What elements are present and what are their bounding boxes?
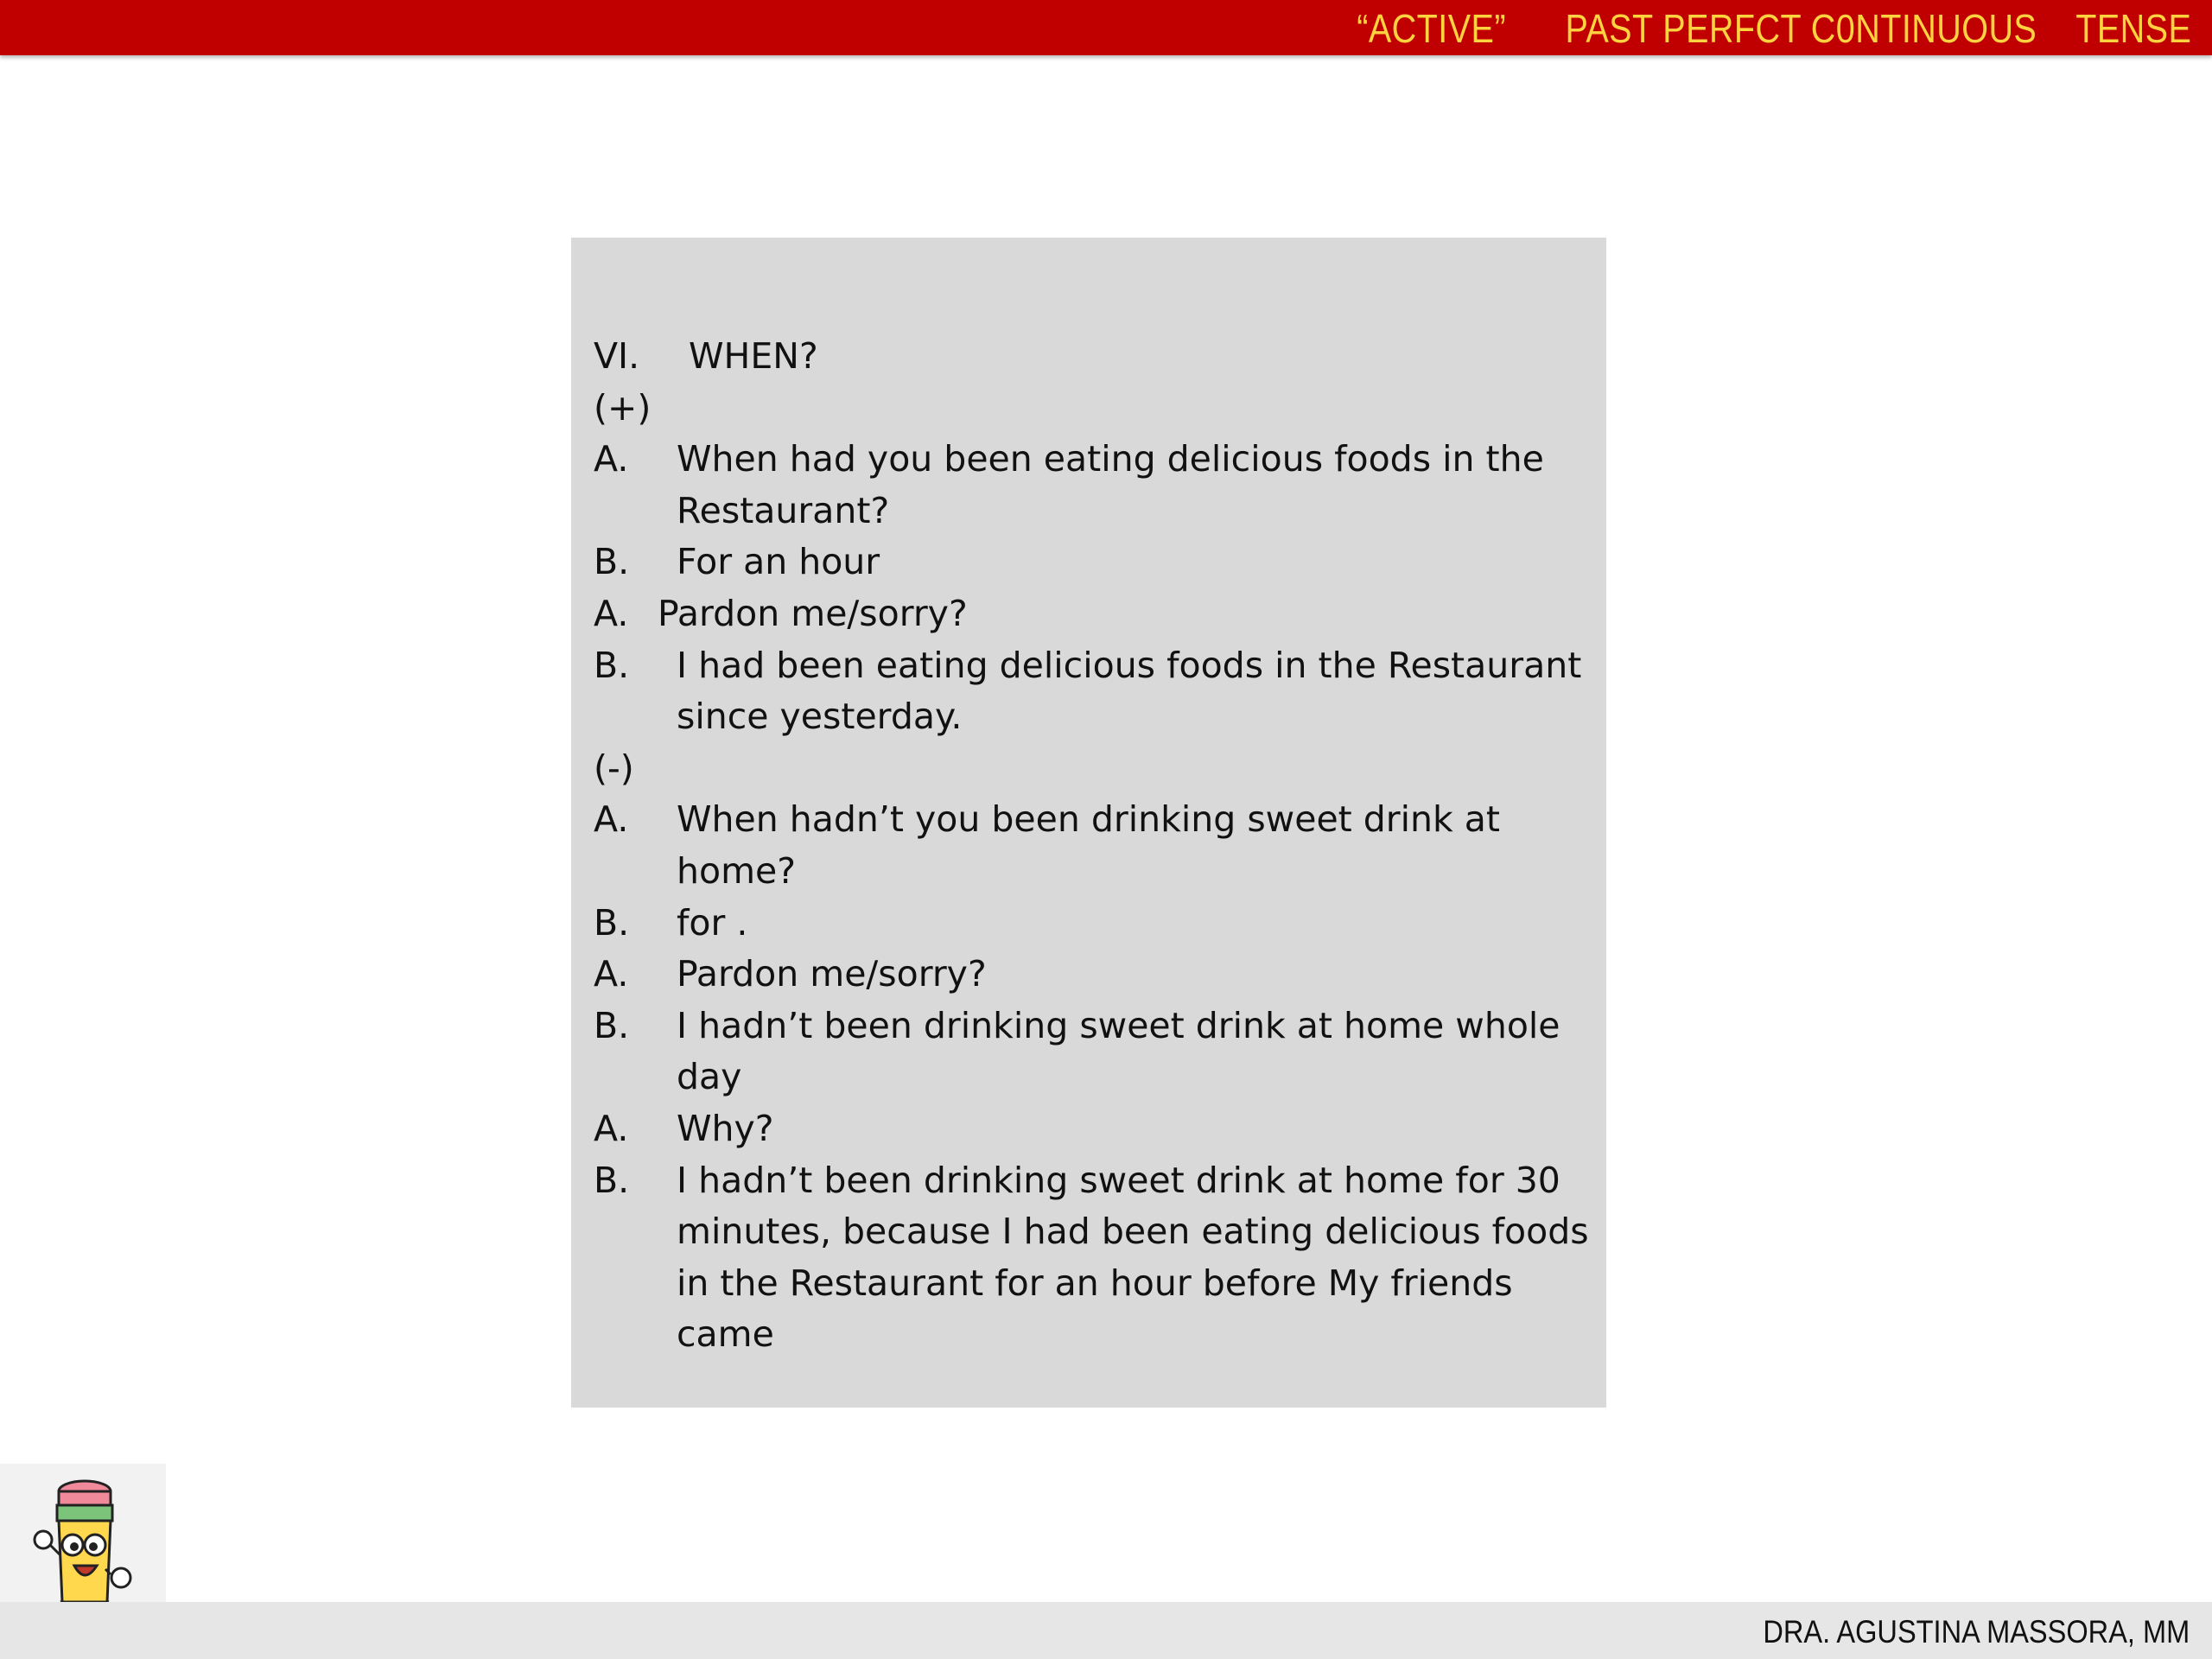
section-number: VI. xyxy=(594,335,640,377)
dialogue-line xyxy=(594,949,1596,1001)
dialogue-line xyxy=(594,1001,1596,1052)
dialogue-line xyxy=(594,1103,1596,1155)
positive-marker: (+) xyxy=(594,386,652,429)
dialogue-line xyxy=(594,537,1596,588)
dialogue-continuation: in the Restaurant for an hour before My friends xyxy=(677,1262,1513,1304)
speaker-label: A. xyxy=(594,1107,629,1149)
speaker-label: A. xyxy=(594,798,629,841)
dialogue-text-line: I had been eating delicious foods in the Restaurant xyxy=(677,644,1582,686)
dialogue-text-line: When hadn’t you been drinking sweet drink at xyxy=(677,798,1501,841)
dialogue-text-line: For an hour xyxy=(677,541,880,583)
dialogue-line xyxy=(594,434,1596,486)
negative-marker: (-) xyxy=(594,747,634,789)
dialogue-line xyxy=(594,794,1596,846)
speaker-label: B. xyxy=(594,644,630,686)
dialogue-text xyxy=(594,331,1596,1361)
dialogue-continuation: home? xyxy=(677,849,796,892)
dialogue-continuation: day xyxy=(677,1056,742,1098)
dialogue-line xyxy=(594,588,1596,640)
dialogue-line xyxy=(594,1155,1596,1207)
dialogue-continuation: came xyxy=(677,1313,774,1356)
dialogue-continuation: since yesterday. xyxy=(677,696,963,738)
speaker-label: B. xyxy=(594,901,630,944)
header-bar xyxy=(0,0,2212,55)
dialogue-line xyxy=(594,640,1596,692)
dialogue-text-line: for . xyxy=(677,901,748,944)
dialogue-continuation: Restaurant? xyxy=(677,489,890,531)
dialogue-line xyxy=(594,898,1596,950)
speaker-label: B. xyxy=(594,1159,630,1201)
dialogue-text-line: I hadn’t been drinking sweet drink at home for 30 xyxy=(677,1159,1560,1201)
speaker-label: B. xyxy=(594,1004,630,1046)
section-heading-text: WHEN? xyxy=(689,335,818,377)
speaker-label: B. xyxy=(594,541,630,583)
dialogue-continuation: minutes, because I had been eating delicious foods xyxy=(677,1211,1589,1253)
dialogue-text-line: When had you been eating delicious foods in the xyxy=(677,438,1544,480)
dialogue-text-line: Why? xyxy=(677,1107,774,1149)
speaker-label: A. xyxy=(594,953,629,995)
slide-title: “ACTIVE” PAST PERFCT C0NTINUOUS TENSE xyxy=(1356,6,2191,51)
speaker-label: A. xyxy=(594,438,629,480)
section-heading xyxy=(594,331,1596,383)
speaker-label: A. xyxy=(594,592,629,634)
dialogue-text-line: Pardon me/sorry? xyxy=(658,592,968,634)
author-name: DRA. AGUSTINA MASSORA, MM xyxy=(1763,1614,2190,1649)
dialogue-text-line: Pardon me/sorry? xyxy=(677,953,987,995)
dialogue-text-line: I hadn’t been drinking sweet drink at home whole xyxy=(677,1004,1560,1046)
content-box xyxy=(571,238,1606,1408)
